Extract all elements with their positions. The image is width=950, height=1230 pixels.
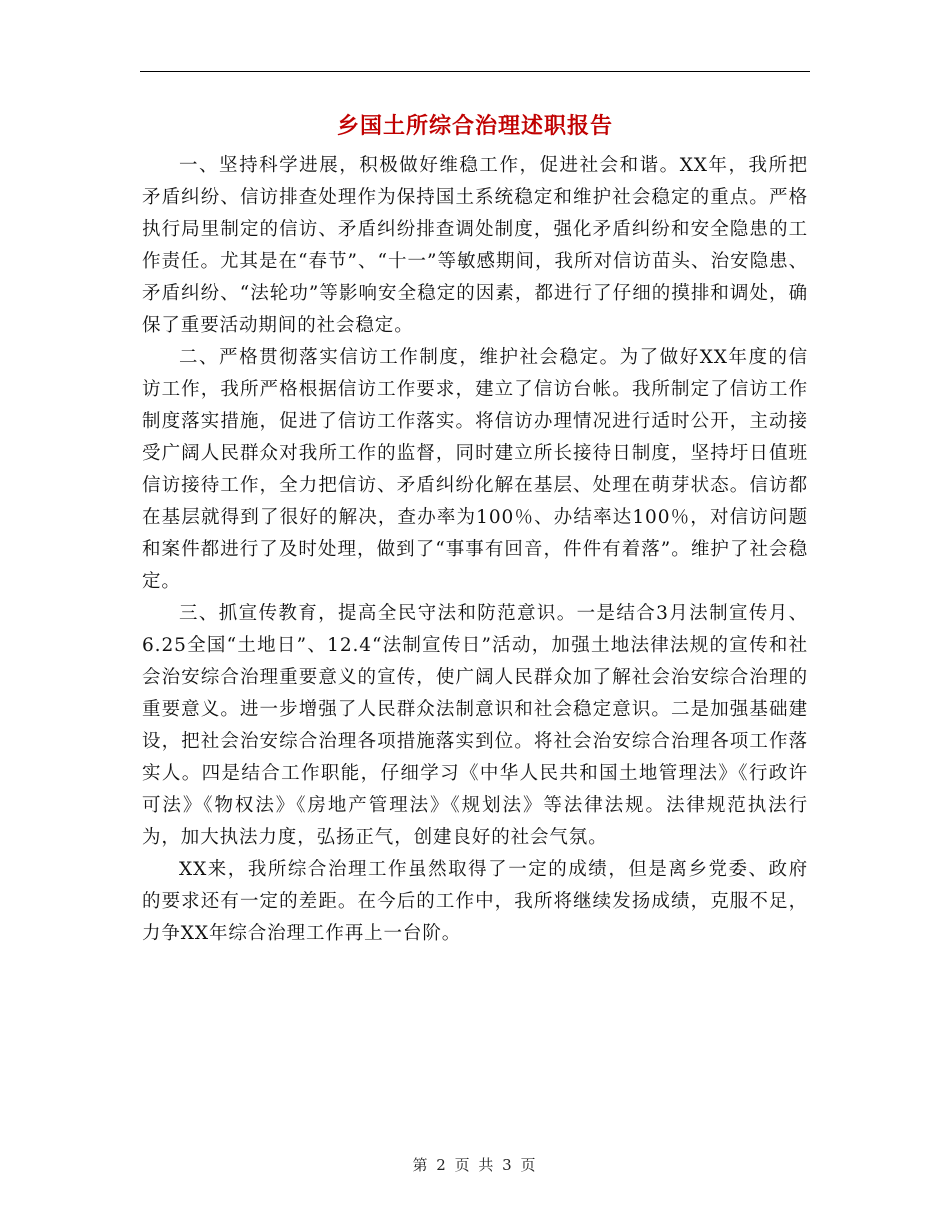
- paragraph-4: XX来，我所综合治理工作虽然取得了一定的成绩，但是离乡党委、政府的要求还有一定的差距。在今后的工作中，我所将继续发扬成绩，克服不足，力争XX年综合治理工作再上一台阶。: [142, 859, 808, 944]
- paragraph-2: 二、严格贯彻落实信访工作制度，维护社会稳定。为了做好XX年度的信访工作，我所严格根据信访工作要求，建立了信访台帐。我所制定了信访工作制度落实措施，促进了信访工作落实。将信访办理情况进行适时公开，主动接受广阔人民群众对我所工作的监督，同时建立所长接待日制度，坚持圩日值班信访接待工作，全力把信访、矛盾纠纷化解在基层、处理在萌芽状态。信访都在基层就得到了很好的解决，查办率为100％、办结率达100％，对信访问题和案件都进行了及时处理，做到了“事事有回音，件件有着落”。维护了社会稳定。: [142, 347, 808, 592]
- document-title: 乡国土所综合治理述职报告: [336, 113, 613, 139]
- header-rule: [140, 71, 810, 72]
- page-number: 第 2 页 共 3 页: [412, 1156, 538, 1174]
- document-body: [142, 150, 808, 950]
- paragraph-3: 三、抓宣传教育，提高全民守法和防范意识。一是结合3月法制宣传月、6.25全国“土地日”、12.4“法制宣传日”活动，加强土地法律法规的宣传和社会治安综合治理重要意义的宣传，使广阔人民群众加了解社会治安综合治理的重要意义。进一步增强了人民群众法制意识和社会稳定意识。二是加强基础建设，把社会治安综合治理各项措施落实到位。将社会治安综合治理各项工作落实人。四是结合工作职能，仔细学习《中华人民共和国土地管理法》《行政许可法》《物权法》《房地产管理法》《规划法》等法律法规。法律规范执法行为，加大执法力度，弘扬正气，创建良好的社会气氛。: [142, 603, 808, 848]
- paragraph-1: 一、坚持科学进展，积极做好维稳工作，促进社会和谐。XX年，我所把矛盾纠纷、信访排查处理作为保持国土系统稳定和维护社会稳定的重点。严格执行局里制定的信访、矛盾纠纷排查调处制度，强化矛盾纠纷和安全隐患的工作责任。尤其是在“春节”、“十一”等敏感期间，我所对信访苗头、治安隐患、矛盾纠纷、“法轮功”等影响安全稳定的因素，都进行了仔细的摸排和调处，确保了重要活动期间的社会稳定。: [142, 155, 808, 336]
